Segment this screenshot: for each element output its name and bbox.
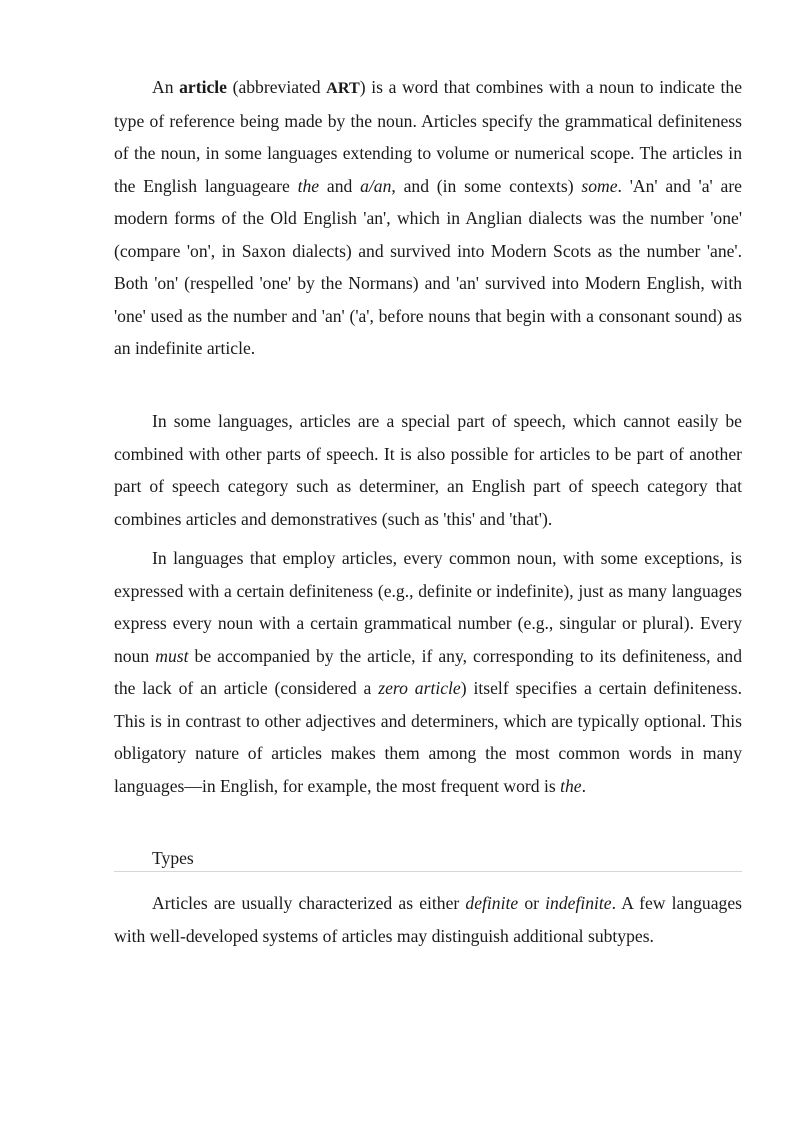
- text-run: An: [152, 77, 180, 97]
- italic-definite: definite: [465, 893, 519, 913]
- text-run: ) itself specifies a certain definiteness. This is in contrast to other adjectives and determiners, which are typically optional. This obligatory nature of articles makes them among the most common words in many languages—in English, for example, the most frequent word is: [114, 678, 742, 796]
- italic-a-an: a/an: [360, 175, 392, 196]
- text-run: In languages that employ articles, every common noun, with some exceptions, is expressed with a certain definiteness (e.g., definite or indefinite), just as many languages express every noun with a certain grammatical number (e.g., singular or plural). Every noun: [114, 548, 742, 666]
- abbreviation-art: ART: [326, 79, 360, 97]
- text-run: . A few languages with well-developed systems of articles may distinguish additional subtypes.: [114, 893, 742, 946]
- heading-divider: [114, 871, 742, 872]
- italic-must: must: [155, 645, 189, 666]
- text-run: , and (in some contexts): [391, 175, 582, 196]
- paragraph-part-of-speech: In some languages, articles are a special part of speech, which cannot easily be combined with other parts of speech. It is also possible for articles to be part of another part of speech category such as determiner, an English part of speech category that combines articles and demonstratives (such as 'this' and 'that').: [114, 411, 742, 529]
- text-run: ) is a word that combines with a noun to indicate the type of reference being made by the noun. Articles specify the grammatical definiteness of the noun, in some languages extending to volume or numerical scope. The articles in the English languageare: [114, 77, 743, 196]
- paragraph-types: [114, 887, 742, 952]
- text-run: . 'An' and 'a' are modern forms of the Old English 'an', which in Anglian dialects was the number 'one' (compare 'on', in Saxon dialects) and survived into Modern Scots as the number 'ane'. Both 'on' (respelled 'one' by the Normans) and 'an' survived into Modern English, with 'one' used as the number and 'an' ('a', before nouns that begin with a consonant sound) as an indefinite article.: [114, 175, 742, 358]
- text-run: be accompanied by the article, if any, corresponding to its definiteness, and the lack of an article (considered a: [114, 645, 742, 698]
- text-run: or: [518, 893, 546, 913]
- italic-some: some: [581, 175, 618, 196]
- paragraph-article-definition: [114, 71, 742, 365]
- italic-zero-article: zero article: [378, 678, 461, 698]
- text-run: Articles are usually characterized as either: [152, 893, 466, 913]
- italic-indefinite: indefinite: [545, 893, 612, 913]
- text-run: (abbreviated: [226, 77, 327, 97]
- text-run: .: [581, 775, 587, 796]
- italic-the: the: [297, 175, 320, 196]
- term-article: article: [179, 77, 227, 97]
- section-heading-types: Types: [152, 848, 194, 868]
- text-run: and: [319, 175, 361, 196]
- paragraph-definiteness: [114, 542, 742, 802]
- italic-the: the: [560, 775, 582, 796]
